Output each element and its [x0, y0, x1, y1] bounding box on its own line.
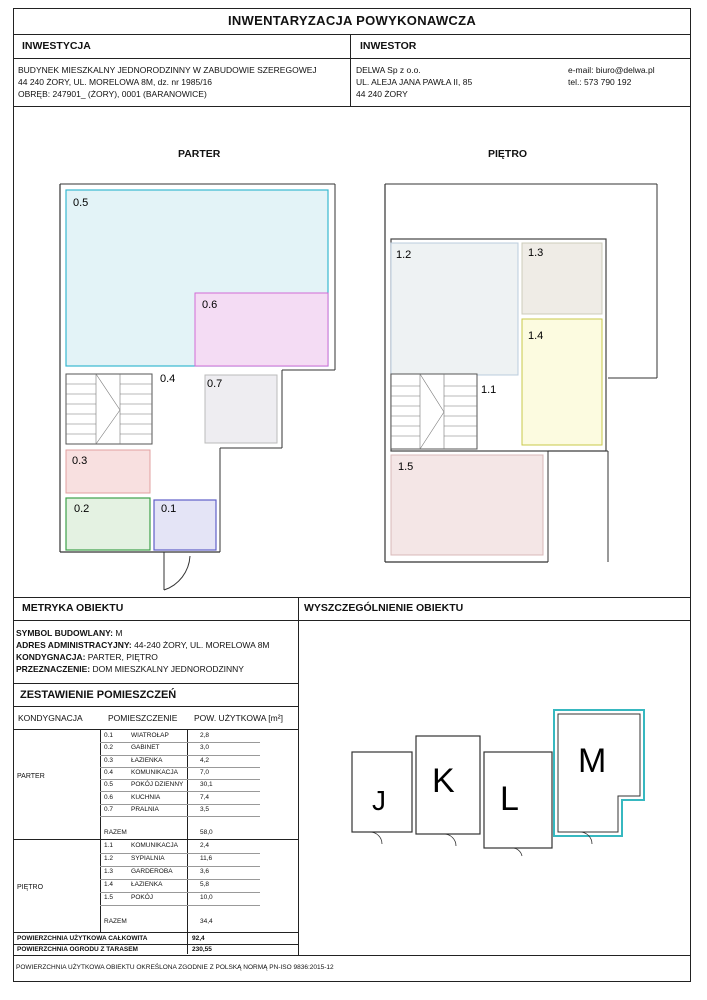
- garden-label: POWIERZCHNIA OGRODU Z TARASEM: [17, 946, 138, 953]
- table-row: [13, 756, 298, 768]
- room-name: PRALNIA: [131, 805, 159, 813]
- investor-phone: tel.: 573 790 192: [568, 77, 632, 87]
- upper-staircase: [391, 374, 477, 449]
- label-0-2: 0.2: [74, 503, 90, 515]
- table-row: [13, 743, 298, 755]
- room-name: SYPIALNIA: [131, 855, 165, 862]
- divider: [13, 955, 690, 956]
- col-floor: KONDYGNACJA: [18, 713, 83, 723]
- sum-value: 34,4: [200, 918, 213, 925]
- metrics-heading: METRYKA OBIEKTU: [22, 602, 124, 614]
- sum-value: 58,0: [200, 829, 213, 836]
- room-area: 4,2: [200, 756, 210, 764]
- address-value: 44-240 ŻORY, UL. MORELOWA 8M: [134, 640, 270, 650]
- footer-note: POWIERZCHNIA UŻYTKOWA OBIEKTU OKREŚLONA ZGODNIE Z POLSKĄ NORMĄ PN-ISO 9836:2015-12: [16, 964, 334, 971]
- room-number: 0.7: [104, 805, 114, 813]
- table-row: [13, 854, 298, 867]
- divider: [13, 944, 298, 945]
- investor-line: UL. ALEJA JANA PAWŁA II, 85: [356, 77, 473, 87]
- table-row: [13, 841, 298, 854]
- sum-label: RAZEM: [104, 829, 127, 836]
- upper-floor-plan: [385, 184, 657, 562]
- divider: [13, 932, 298, 933]
- divider: [13, 597, 690, 598]
- table-row: [13, 793, 298, 805]
- sum-label: RAZEM: [104, 918, 127, 925]
- room-number: 1.3: [104, 868, 114, 875]
- room-name: ŁAZIENKA: [131, 881, 163, 888]
- room-name: KUCHNIA: [131, 793, 161, 801]
- rooms-table: [13, 706, 298, 954]
- room-area: 30,1: [200, 781, 213, 789]
- label-1-2: 1.2: [396, 249, 412, 261]
- rooms-table-heading: ZESTAWIENIE POMIESZCZEŃ: [20, 689, 177, 701]
- divider: [13, 839, 298, 840]
- row-divider: [100, 816, 260, 817]
- divider: [13, 683, 298, 684]
- room-number: 1.2: [104, 855, 114, 862]
- room-name: GABINET: [131, 744, 160, 752]
- room-number: 0.3: [104, 756, 114, 764]
- investment-heading: INWESTYCJA: [22, 40, 91, 52]
- label-0-4: 0.4: [160, 373, 176, 385]
- divider: [298, 597, 299, 955]
- garden-value: 230,55: [192, 946, 212, 953]
- unit-label-m: M: [578, 742, 607, 780]
- table-row: [13, 880, 298, 893]
- room-name: KOMUNIKACJA: [131, 842, 178, 849]
- group-floor-parter: PARTER: [17, 773, 45, 780]
- room-number: 1.4: [104, 881, 114, 888]
- room-area: 3,0: [200, 744, 210, 752]
- label-1-5: 1.5: [398, 461, 414, 473]
- floors-label: KONDYGNACJA:: [16, 652, 86, 662]
- row-divider: [100, 905, 260, 906]
- unit-label-k: K: [432, 762, 455, 800]
- total-value: 92,4: [192, 935, 205, 942]
- room-number: 1.1: [104, 842, 114, 849]
- table-row: [13, 805, 298, 817]
- col-room: POMIESZCZENIE: [108, 713, 178, 723]
- label-0-6: 0.6: [202, 299, 218, 311]
- ground-floor-title: PARTER: [178, 148, 221, 160]
- label-0-5: 0.5: [73, 197, 89, 209]
- investor-heading: INWESTOR: [360, 40, 417, 52]
- room-1-2: [391, 243, 518, 375]
- table-row: [13, 768, 298, 780]
- room-area: 2,4: [200, 842, 210, 849]
- divider: [13, 729, 298, 730]
- room-area: 7,0: [200, 768, 210, 776]
- purpose-label: PRZEZNACZENIE:: [16, 664, 91, 674]
- room-area: 3,5: [200, 805, 210, 813]
- investment-line: 44 240 ŻORY, UL. MORELOWA 8M, dz. nr 1985/16: [18, 77, 213, 87]
- ground-floor-plan: [60, 184, 335, 590]
- label-1-4: 1.4: [528, 330, 544, 342]
- col-area: POW. UŻYTKOWA [m²]: [194, 713, 283, 723]
- room-name: KOMUNIKACJA: [131, 768, 178, 776]
- room-name: GARDEROBA: [131, 868, 173, 875]
- room-1-5: [391, 455, 543, 555]
- table-row: [13, 867, 298, 880]
- units-diagram: [340, 700, 680, 860]
- room-name: ŁAZIENKA: [131, 756, 163, 764]
- group-floor-pietro: PIĘTRO: [17, 884, 44, 891]
- divider: [13, 620, 690, 621]
- room-name: POKÓJ: [131, 894, 154, 901]
- label-1-3: 1.3: [528, 247, 544, 259]
- room-area: 11,6: [200, 855, 213, 862]
- table-row: [13, 893, 298, 906]
- floors-value: PARTER, PIĘTRO: [87, 652, 158, 662]
- label-0-7: 0.7: [207, 378, 223, 390]
- investor-line: DELWA Sp z o.o.: [356, 65, 421, 75]
- investment-line: BUDYNEK MIESZKALNY JEDNORODZINNY W ZABUDOWIE SZEREGOWEJ: [18, 65, 317, 75]
- upper-floor-title: PIĘTRO: [488, 148, 528, 160]
- entrance-door: [164, 552, 190, 590]
- staircase: [66, 374, 152, 444]
- room-area: 10,0: [200, 894, 213, 901]
- unit-label-j: J: [372, 785, 386, 816]
- metrics-block: [16, 627, 298, 675]
- room-number: 0.4: [104, 768, 114, 776]
- room-area: 3,6: [200, 868, 210, 875]
- room-number: 0.6: [104, 793, 114, 801]
- label-0-3: 0.3: [72, 455, 88, 467]
- purpose-value: DOM MIESZKALNY JEDNORODZINNY: [92, 664, 244, 674]
- total-label: POWIERZCHNIA UŻYTKOWA CAŁKOWITA: [17, 935, 148, 942]
- label-1-1: 1.1: [481, 384, 497, 396]
- room-number: 0.1: [104, 732, 114, 739]
- investor-line: 44 240 ŻORY: [356, 89, 408, 99]
- investment-line: OBRĘB: 247901_ (ŻORY), 0001 (BARANOWICE): [18, 89, 207, 99]
- unit-label-l: L: [500, 780, 519, 818]
- symbol-value: M: [115, 628, 123, 638]
- room-area: 2,8: [200, 732, 210, 739]
- address-label: ADRES ADMINISTRACYJNY:: [16, 640, 132, 650]
- room-area: 7,4: [200, 793, 210, 801]
- table-row: [13, 731, 298, 743]
- label-0-1: 0.1: [161, 503, 177, 515]
- symbol-label: SYMBOL BUDOWLANY:: [16, 628, 113, 638]
- room-area: 5,8: [200, 881, 210, 888]
- room-number: 1.5: [104, 894, 114, 901]
- table-row: [13, 780, 298, 792]
- room-number: 0.2: [104, 744, 114, 752]
- detail-heading: WYSZCZEGÓLNIENIE OBIEKTU: [304, 602, 464, 614]
- room-name: WIATROŁAP: [131, 732, 169, 739]
- investor-email: e-mail: biuro@delwa.pl: [568, 65, 655, 75]
- document-title: INWENTARYZACJA POWYKONAWCZA: [227, 13, 477, 28]
- room-number: 0.5: [104, 781, 114, 789]
- room-name: POKÓJ DZIENNY: [131, 781, 184, 789]
